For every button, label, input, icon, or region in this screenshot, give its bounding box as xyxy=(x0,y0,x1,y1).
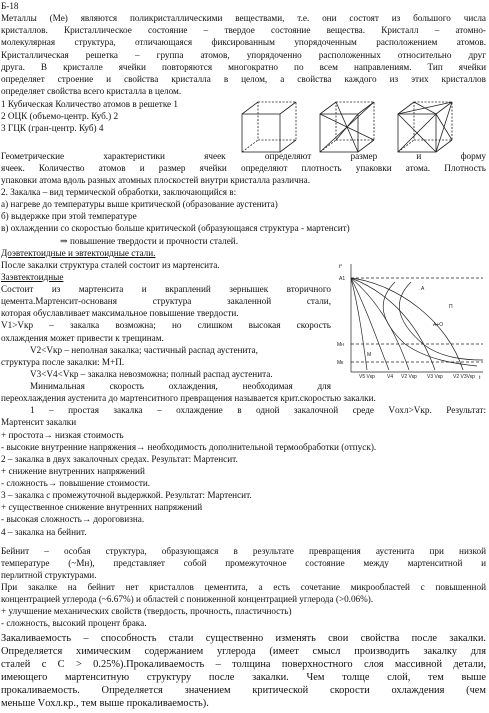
curve-label: V4 xyxy=(387,374,394,380)
text-line: концентрацией углерода (~6.67%) и областей с пониженной концентрацией углерода (>0.06%). xyxy=(1,594,374,604)
lattice-cubes-figure xyxy=(232,96,462,156)
curve-label: V2 Vкр xyxy=(401,374,417,380)
curve-label: V2 V3Vкр xyxy=(453,374,475,380)
list-item-minus: - сложность→ повышение стоимости. xyxy=(1,478,151,488)
ao-label: A+О xyxy=(433,322,444,328)
list-item-minus: - высокая сложность→ дороговизна. xyxy=(1,514,145,524)
list-item-plus: + существенное снижение внутренних напряжений xyxy=(1,502,203,512)
text-line: Минимальная скорость охлаждения, необходимая для xyxy=(30,381,331,391)
text-line: прокаливаемость. Определяется значением критической скорости охлаждения (чем xyxy=(1,685,486,696)
text-line: 2 – закалка в двух закалочных средах. Результат: Мартенсит. xyxy=(1,454,238,464)
t-axis-label: t° xyxy=(339,264,343,270)
text-line: упаковки атома вдоль разных атомных плоскостей внутри кристалла различна. xyxy=(1,175,311,185)
text-line: Мартенсит закалки xyxy=(1,417,77,427)
text-line: определяет строение и свойства кристалла в целом, а свойства каждого из этих кристаллов xyxy=(1,74,486,84)
a-region-label: A xyxy=(421,286,425,292)
text-line: 3 – закалка с промежуточной выдержкой. Результат: Мартенсит. xyxy=(1,490,252,500)
subheading: Заэвтектоидные xyxy=(1,272,64,282)
list-item-plus: + снижение внутренних напряжений xyxy=(1,466,145,476)
text-line: ⇒ повышение твердости и прочности сталей. xyxy=(60,236,239,246)
text-line: Определяется химическим содержанием углерода (имеет смысл производить закалку для xyxy=(1,646,486,657)
p-region-label: П xyxy=(449,304,453,310)
text-line: температуре (~Мн), представляет собой промежуточное состояние между мартенситной и xyxy=(1,558,486,568)
text-line: 4 – закалка на бейнит. xyxy=(1,527,87,537)
lattice-item: 2 ОЦК (объемо-центр. Куб.) 2 xyxy=(1,111,119,121)
list-item-minus: - высокие внутренние напряжения→ необходимость дополнительной термообработки (отпуск). xyxy=(1,442,377,452)
text-line: Состоит из мартенсита и вкраплений зернышек вторичного xyxy=(1,284,331,294)
list-item-plus: + простота→ низкая стоимость xyxy=(1,430,124,440)
m-region-label: M xyxy=(367,352,372,358)
text-line: а) нагреве до температуры выше критической (образование аустенита) xyxy=(1,199,278,209)
text-line: ячеек. Количество атомов и размер ячейки определяют плотность упаковки атома. Плотность xyxy=(1,163,486,173)
text-line: V3<V4<Vкр – закалка невозможна; полный распад аустенита. xyxy=(30,369,273,379)
text-line: При закалке на бейнит нет кристаллов цементита, а есть сочетание микрообластей с повышенной xyxy=(1,582,486,592)
curve-label: V3 Vкр xyxy=(427,374,443,380)
text-line: Закаливаемость – способность стали существенно изменять свои свойства после закалки. xyxy=(1,633,486,644)
text-line: имеющего мартенситную структуру после закалки. Чем толще слой, тем выше xyxy=(1,672,486,683)
text-line: Геометрические характеристики ячеек определяют размер и форму xyxy=(1,151,486,161)
lattice-item: 3 ГЦК (гран-центр. Куб) 4 xyxy=(1,123,104,133)
text-line: кристаллов. Кристаллическое состояние – твердое состояние вещества. Кристалл – атомно- xyxy=(1,25,486,35)
ms-label: Mн xyxy=(337,342,344,348)
ticket-number: Б-18 xyxy=(1,1,19,11)
text-line: 1 – простая закалка – охлаждение в одной закалочной среде Vохл>Vкр. Результат: xyxy=(30,405,486,415)
list-item-minus: - сложность, высокий процент брака. xyxy=(1,618,147,628)
text-line: определяет свойства всего кристалла в целом. xyxy=(1,86,182,96)
text-line: охлаждения может привести к трещинам. xyxy=(1,333,164,343)
text-line: структура после закалки: М+П. xyxy=(1,357,125,367)
text-line: друга. В кристалле ячейки повторяются многократно по всем направлениям. Тип ячейки xyxy=(1,62,486,72)
subheading: Доэвтектоидные и эвтектоидные стали. xyxy=(1,248,156,258)
text-line: цемента.Мартенсит-основаня структура закаленной стали, xyxy=(1,296,331,306)
text-line: V2<Vкр – неполная закалка; частичный распад аустенита, xyxy=(30,345,258,355)
section-heading: 2. Закалка – вид термической обработки, заключающийся в: xyxy=(1,187,237,197)
text-line: молекулярная структура, отличающаяся фиксированным упорядоченным расположением атомов. xyxy=(1,37,486,47)
mk-label: Mк xyxy=(337,360,344,366)
text-line: в) охлаждении со скоростью больше критической (образующаяся структура - мартенсит) xyxy=(1,223,350,233)
text-line: перлитной структурами. xyxy=(1,570,97,580)
text-line: После закалки структура сталей состоит из мартенсита. xyxy=(1,260,220,270)
text-line: которая обуславливает максимальное повышение твердости. xyxy=(1,308,239,318)
text-line: сталей с С > 0.25%).Прокаливаемость – толщина поверхностного слоя массивной детали, xyxy=(1,659,486,670)
time-axis-label: t xyxy=(479,375,481,380)
c-curve-diagram xyxy=(337,260,487,380)
a1-label: A1 xyxy=(339,276,346,282)
text-line: меньше Vохл.кр., тем выше прокаливаемость). xyxy=(1,698,209,709)
text-line: переохлаждения аустенита до мартенситного превращения называется крит.скоростью закалки. xyxy=(1,393,376,403)
list-item-plus: + улучшение механических свойств (твердость, прочность, пластичность) xyxy=(1,606,292,616)
text-line: Металлы (Ме) являются поликристаллическими веществами, т.е. они состоят из большого числа xyxy=(1,13,486,23)
text-line: Бейнит – особая структура, образующаяся в результате превращения аустенита при низкой xyxy=(1,546,486,556)
text-line: Кристаллическая решетка – группа атомов, упорядоченно расположенных относительно друг xyxy=(1,50,486,60)
text-line: б) выдержке при этой температуре xyxy=(1,211,137,221)
curve-label: V5 Vкр xyxy=(359,374,375,380)
text-line: V1>Vкр – закалка возможна; но слишком высокая скорость xyxy=(1,320,331,330)
lattice-item: 1 Кубическая Количество атомов в решетке 1 xyxy=(1,99,179,109)
